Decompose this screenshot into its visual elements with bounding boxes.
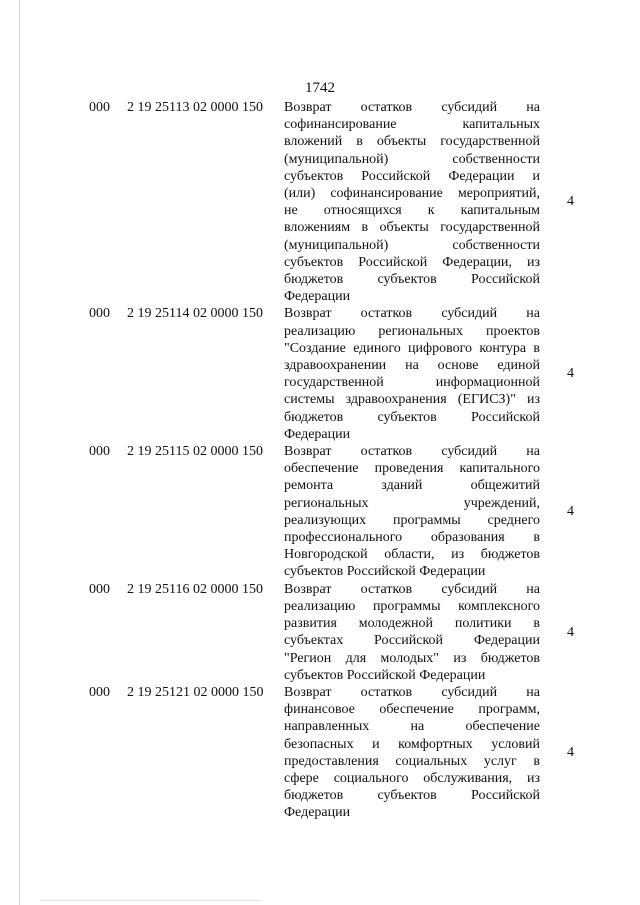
description-line: (муниципальной) собственности (284, 237, 540, 253)
norm-value: 4 (567, 744, 574, 760)
description-line: субъектах Российской Федерации (284, 633, 540, 649)
description-line: субъектов Российской Федерации (284, 564, 486, 580)
description-line: бюджетов субъектов Российской (284, 409, 540, 425)
description-line: обеспечение проведения капитального (284, 461, 540, 477)
norm-value: 4 (567, 624, 574, 640)
description-line: субъектов Российской Федерации и (284, 168, 540, 184)
budget-code: 2 19 25115 02 0000 150 (127, 444, 263, 460)
table-row (0, 443, 640, 581)
description-line: вложений в объекты государственной (284, 134, 540, 150)
description-line: развития молодежной политики в (284, 616, 540, 632)
description-line: здравоохранении на основе единой (284, 358, 540, 374)
admin-code: 000 (89, 581, 110, 597)
description-line: субъектов Российской Федерации, из (284, 254, 540, 270)
description-line: ремонта зданий общежитий (284, 478, 540, 494)
page-number: 1742 (305, 80, 335, 96)
description-line: финансовое обеспечение программ, (284, 702, 540, 718)
description-line: Возврат остатков субсидий на (284, 100, 540, 115)
description-line: региональных учреждений, (284, 495, 540, 511)
admin-code: 000 (89, 306, 110, 322)
norm-value: 4 (567, 194, 574, 209)
admin-code: 000 (89, 684, 110, 700)
description-line: предоставления социальных услуг в (284, 753, 540, 769)
income-description (284, 305, 540, 443)
description-line: Возврат остатков субсидий на (284, 684, 540, 700)
admin-code: 000 (89, 444, 110, 460)
classification-table (0, 99, 640, 822)
budget-code: 2 19 25116 02 0000 150 (127, 581, 263, 597)
table-row (0, 305, 640, 443)
income-description (284, 684, 540, 822)
description-line: (или) софинансирование мероприятий, (284, 186, 540, 202)
norm-value: 4 (567, 504, 574, 520)
description-line: безопасных и комфортных условий (284, 736, 540, 752)
description-line: системы здравоохранения (ЕГИСЗ)" из (284, 392, 540, 408)
description-line: Федерации (284, 805, 351, 821)
description-line: реализующих программы среднего (284, 512, 540, 528)
description-line: (муниципальной) собственности (284, 151, 540, 167)
description-line: государственной информационной (284, 375, 540, 391)
budget-code: 2 19 25121 02 0000 150 (127, 684, 264, 700)
table-row (0, 581, 640, 684)
income-description (284, 443, 540, 581)
norm-value: 4 (567, 366, 574, 382)
description-line: Новгородской области, из бюджетов (284, 547, 540, 563)
description-line: "Создание единого цифрового контура в (284, 340, 540, 356)
budget-code: 2 19 25113 02 0000 150 (127, 100, 263, 115)
description-line: вложениям в объекты государственной (284, 220, 540, 236)
description-line: Федерации (284, 289, 351, 305)
table-row (0, 99, 640, 305)
description-line: не относящихся к капитальным (284, 203, 540, 219)
description-line: бюджетов субъектов Российской (284, 788, 540, 804)
footer-line (40, 900, 260, 901)
description-line: реализацию программы комплексного (284, 598, 540, 614)
admin-code: 000 (89, 100, 110, 115)
description-line: направленных на обеспечение (284, 719, 540, 735)
description-line: реализацию региональных проектов (284, 323, 540, 339)
description-line: "Регион для молодых" из бюджетов (284, 650, 540, 666)
description-line: Федерации (284, 426, 351, 442)
income-description (284, 581, 540, 684)
budget-code: 2 19 25114 02 0000 150 (127, 306, 263, 322)
table-row (0, 684, 640, 822)
description-line: Возврат остатков субсидий на (284, 444, 540, 460)
description-line: субъектов Российской Федерации (284, 667, 486, 683)
income-description (284, 99, 540, 305)
description-line: Возврат остатков субсидий на (284, 581, 540, 597)
description-line: Возврат остатков субсидий на (284, 306, 540, 322)
description-line: софинансирование капитальных (284, 117, 540, 133)
description-line: профессионального образования в (284, 530, 540, 546)
description-line: сфере социального обслуживания, из (284, 770, 540, 786)
description-line: бюджетов субъектов Российской (284, 272, 540, 288)
